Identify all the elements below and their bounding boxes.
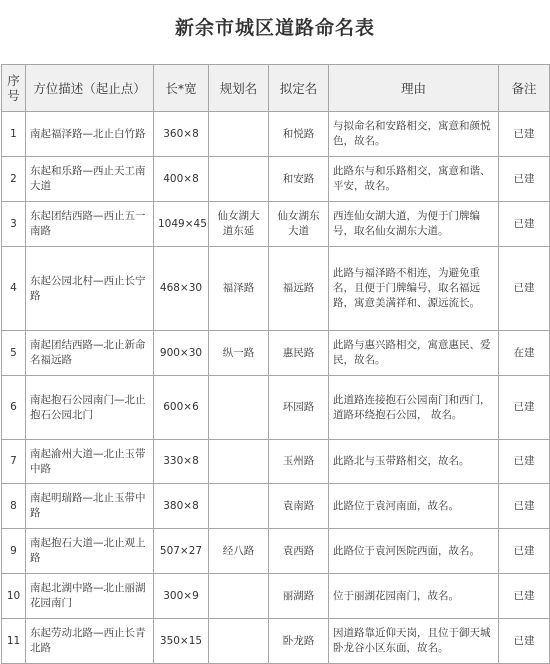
cell-desc: 东起和乐路—西止天工南大道	[26, 157, 154, 202]
cell-note: 已建	[499, 247, 550, 331]
road-naming-table	[1, 64, 550, 664]
cell-note: 已建	[499, 112, 550, 157]
cell-size: 300×9	[154, 574, 209, 619]
cell-desc: 南起福泽路—北止白竹路	[26, 112, 154, 157]
cell-index: 5	[2, 331, 26, 376]
header-row	[2, 65, 550, 112]
cell-desc: 南起团结西路—北止新命名福远路	[26, 331, 154, 376]
cell-note: 已建	[499, 202, 550, 247]
cell-index: 7	[2, 440, 26, 484]
cell-plan	[209, 619, 269, 664]
cell-size: 360×8	[154, 112, 209, 157]
cell-desc: 南起明瑞路—北止玉带中路	[26, 484, 154, 529]
cell-note: 在建	[499, 331, 550, 376]
cell-size: 1049×45	[154, 202, 209, 247]
cell-proposed: 和悦路	[269, 112, 329, 157]
table-row	[2, 376, 550, 440]
cell-desc: 南起抱石大道—北止观上路	[26, 529, 154, 574]
cell-reason: 此路北与玉带路相交，故名。	[329, 440, 499, 484]
table-row	[2, 440, 550, 484]
cell-reason: 西连仙女湖大道，为便于门牌编号，取名仙女湖东大道。	[329, 202, 499, 247]
table-row	[2, 157, 550, 202]
cell-size: 330×8	[154, 440, 209, 484]
cell-desc: 东起劳动北路—西止长青北路	[26, 619, 154, 664]
cell-proposed: 惠民路	[269, 331, 329, 376]
cell-reason: 此路东与和乐路相交，寓意和谐、平安，故名。	[329, 157, 499, 202]
cell-desc: 南起北湖中路—北止丽湖花园南门	[26, 574, 154, 619]
cell-reason: 此路与福泽路不相连，为避免重名，且便于门牌编号，取名福远路，寓意美满祥和、源远流长。	[329, 247, 499, 331]
table-row	[2, 484, 550, 529]
cell-desc: 南起渝州大道—北止玉带中路	[26, 440, 154, 484]
cell-reason: 因道路靠近仰天岗，且位于御天城卧龙谷小区东面，故名。	[329, 619, 499, 664]
cell-plan	[209, 574, 269, 619]
cell-desc: 南起抱石公园南门—北止抱石公园北门	[26, 376, 154, 440]
cell-plan: 福泽路	[209, 247, 269, 331]
cell-proposed: 袁南路	[269, 484, 329, 529]
table-row	[2, 247, 550, 331]
cell-desc: 东起团结西路—西止五一南路	[26, 202, 154, 247]
cell-note: 已建	[499, 574, 550, 619]
cell-index: 1	[2, 112, 26, 157]
cell-plan: 仙女湖大道东延	[209, 202, 269, 247]
header-index: 序号	[2, 65, 26, 112]
cell-reason: 此路与惠兴路相交，寓意惠民、爱民，故名。	[329, 331, 499, 376]
cell-size: 468×30	[154, 247, 209, 331]
cell-desc: 东起公园北村—西止长宁路	[26, 247, 154, 331]
header-proposed: 拟定名	[269, 65, 329, 112]
cell-proposed: 和安路	[269, 157, 329, 202]
cell-plan: 纵一路	[209, 331, 269, 376]
cell-index: 2	[2, 157, 26, 202]
cell-note: 已建	[499, 484, 550, 529]
header-desc: 方位描述（起止点）	[26, 65, 154, 112]
cell-proposed: 卧龙路	[269, 619, 329, 664]
cell-size: 507×27	[154, 529, 209, 574]
page-title: 新余市城区道路命名表	[174, 17, 375, 39]
cell-index: 9	[2, 529, 26, 574]
header-plan: 规划名	[209, 65, 269, 112]
cell-proposed: 袁西路	[269, 529, 329, 574]
cell-reason: 此路位于袁河南面，故名。	[329, 484, 499, 529]
cell-index: 4	[2, 247, 26, 331]
cell-size: 900×30	[154, 331, 209, 376]
table-row	[2, 331, 550, 376]
header-note: 备注	[499, 65, 550, 112]
cell-plan	[209, 112, 269, 157]
cell-index: 6	[2, 376, 26, 440]
table-row	[2, 112, 550, 157]
cell-index: 11	[2, 619, 26, 664]
cell-note: 已建	[499, 376, 550, 440]
cell-size: 600×6	[154, 376, 209, 440]
cell-plan	[209, 157, 269, 202]
header-reason: 理由	[329, 65, 499, 112]
cell-plan	[209, 376, 269, 440]
cell-index: 8	[2, 484, 26, 529]
cell-reason: 与拟命名和安路相交，寓意和颜悦色，故名。	[329, 112, 499, 157]
cell-proposed: 环园路	[269, 376, 329, 440]
table-row	[2, 529, 550, 574]
cell-note: 已建	[499, 529, 550, 574]
cell-note: 已建	[499, 619, 550, 664]
cell-proposed: 玉州路	[269, 440, 329, 484]
cell-size: 400×8	[154, 157, 209, 202]
cell-reason: 此道路连接抱石公园南门和西门，道路环绕抱石公园， 故名。	[329, 376, 499, 440]
cell-size: 380×8	[154, 484, 209, 529]
cell-plan: 经八路	[209, 529, 269, 574]
cell-size: 350×15	[154, 619, 209, 664]
cell-note: 已建	[499, 157, 550, 202]
cell-proposed: 丽湖路	[269, 574, 329, 619]
table-row	[2, 574, 550, 619]
cell-reason: 此路位于袁河医院西面，故名。	[329, 529, 499, 574]
table-row	[2, 202, 550, 247]
cell-proposed: 福远路	[269, 247, 329, 331]
cell-plan	[209, 484, 269, 529]
header-size: 长*宽	[154, 65, 209, 112]
cell-index: 3	[2, 202, 26, 247]
cell-plan	[209, 440, 269, 484]
table-row	[2, 619, 550, 664]
cell-proposed: 仙女湖东大道	[269, 202, 329, 247]
cell-index: 10	[2, 574, 26, 619]
cell-reason: 位于丽湖花园南门，故名。	[329, 574, 499, 619]
cell-note: 已建	[499, 440, 550, 484]
